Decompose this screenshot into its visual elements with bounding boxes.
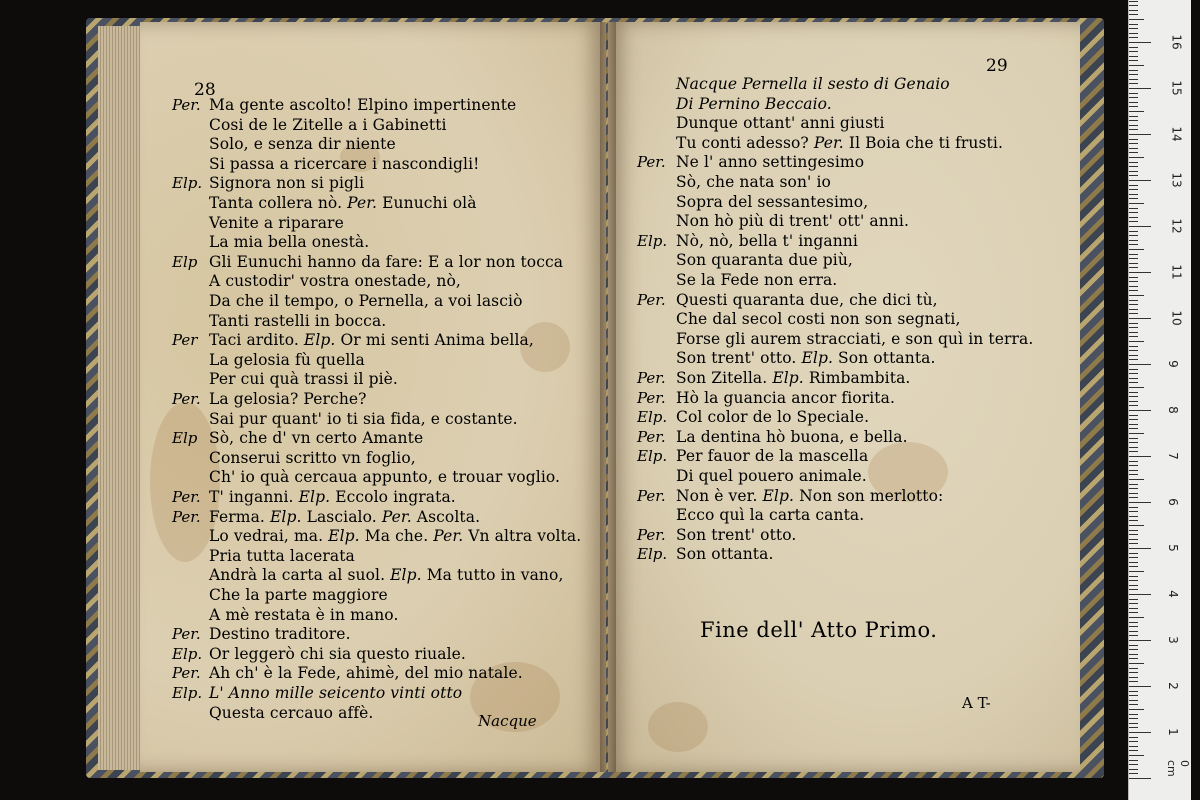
speaker-label: Elp. xyxy=(637,545,668,564)
verse-line: Solo, e senza dir niente xyxy=(209,135,396,154)
verse-line: Non hò più di trent' ott' anni. xyxy=(676,212,910,231)
ruler-number: 2 xyxy=(1165,682,1180,690)
left-page-number: 28 xyxy=(194,80,216,100)
verse-line: La gelosia fù quella xyxy=(209,350,365,369)
ruler-number: 14 xyxy=(1169,126,1184,142)
verse-line: Da che il tempo, o Pernella, a voi lasciò xyxy=(209,292,523,310)
verse-line: Nacque Pernella il sesto di Genaio xyxy=(676,75,950,93)
verse-line: La dentina hò buona, e bella. xyxy=(676,427,908,446)
verse-line: Col color de lo Speciale. xyxy=(676,408,870,427)
speaker-label: Elp. xyxy=(772,369,809,387)
end-of-act-title: Fine dell' Atto Primo. xyxy=(700,618,938,642)
verse-line: Questa cercauo affè. xyxy=(209,703,374,722)
ruler-number: 10 xyxy=(1169,310,1184,326)
verse-line: Pria tutta lacerata xyxy=(209,546,355,565)
verse-line: T' inganni. Elp. Eccolo ingrata. xyxy=(209,488,456,506)
speaker-label: Elp. xyxy=(270,507,307,526)
speaker-label: Elp xyxy=(172,429,198,448)
verse-line: La gelosia? Perche? xyxy=(209,390,367,408)
speaker-label: Elp. xyxy=(762,486,800,505)
speaker-label: Per. xyxy=(433,527,469,546)
verse-line: Per fauor de la mascella xyxy=(676,447,869,466)
speaker-label: Per. xyxy=(637,388,666,407)
ruler-number: 8 xyxy=(1165,406,1180,414)
verse-line: Si passa a ricercare i nascondigli! xyxy=(209,154,480,173)
verse-line: Di Pernino Beccaio. xyxy=(676,94,832,113)
verse-line: Tu conti adesso? Per. Il Boia che ti frusti. xyxy=(676,133,1003,152)
verse-line: Che dal secol costi non son segnati, xyxy=(676,310,961,329)
verse-line: Per cui quà trassi il piè. xyxy=(209,370,398,389)
speaker-label: Elp. xyxy=(172,174,203,193)
speaker-label: Per. xyxy=(172,664,201,683)
ruler-number: 4 xyxy=(1165,590,1180,598)
verse-line: Tanta collera nò. Per. Eunuchi olà xyxy=(209,194,477,212)
speaker-label: Elp. xyxy=(637,231,668,250)
verse-line: Nò, nò, bella t' inganni xyxy=(676,231,858,250)
speaker-label: Per. xyxy=(172,96,201,114)
speaker-label: Per. xyxy=(347,194,383,212)
verse-line: Son ottanta. xyxy=(676,545,774,564)
verse-line: Se la Fede non erra. xyxy=(676,271,838,289)
verse-line: Sò, che nata son' io xyxy=(676,173,831,191)
verse-line: Destino traditore. xyxy=(209,625,351,644)
measuring-ruler xyxy=(1128,0,1191,800)
verse-line: Andrà la carta al suol. Elp. Ma tutto in vano, xyxy=(209,566,564,585)
verse-line: Dunque ottant' anni giusti xyxy=(676,114,885,133)
verse-line: A mè restata è in mano. xyxy=(209,605,399,624)
verse-line: Son Zitella. Elp. Rimbambita. xyxy=(676,369,911,387)
verse-line: Sai pur quant' io ti sia fida, e costante. xyxy=(209,409,518,428)
verse-line: Ne l' anno settingesimo xyxy=(676,153,865,172)
verse-line: Che la parte maggiore xyxy=(209,586,388,604)
verse-line: Ecco quì la carta canta. xyxy=(676,506,865,525)
verse-line: Son trent' otto. xyxy=(676,525,797,544)
ruler-number: 13 xyxy=(1169,172,1184,188)
speaker-label: Per. xyxy=(381,507,417,526)
speaker-label: Elp. xyxy=(328,527,365,546)
verse-line: Sò, che d' vn certo Amante xyxy=(209,429,424,448)
verse-line: A custodir' vostra onestade, nò, xyxy=(209,272,461,291)
speaker-label: Elp. xyxy=(637,408,668,427)
ruler-number: 6 xyxy=(1165,498,1180,506)
verse-line: Ma gente ascolto! Elpino impertinente xyxy=(209,96,517,114)
verse-line: Son trent' otto. Elp. Son ottanta. xyxy=(676,349,936,368)
speaker-label: Per xyxy=(172,331,198,350)
verse-line: Questi quaranta due, che dici tù, xyxy=(676,290,938,309)
speaker-label: Per. xyxy=(172,488,201,506)
speaker-label: Elp. xyxy=(172,644,203,663)
speaker-label: Per. xyxy=(813,133,849,152)
ruler-number: 1 xyxy=(1165,728,1180,736)
verse-line: Tanti rastelli in bocca. xyxy=(209,311,387,330)
verse-line: Lo vedrai, ma. Elp. Ma che. Per. Vn altra volta. xyxy=(209,527,582,546)
speaker-label: Elp. xyxy=(303,331,341,350)
speaker-label: Per. xyxy=(637,369,666,387)
speaker-label: Per. xyxy=(172,507,201,526)
verse-line: Hò la guancia ancor fiorita. xyxy=(676,388,895,407)
verse-line: Non è ver. Elp. Non son merlotto: xyxy=(676,486,944,505)
verse-line: Or leggerò chi sia questo riuale. xyxy=(209,644,466,663)
verse-line: Di quel pouero animale. xyxy=(676,467,867,485)
speaker-label: Per. xyxy=(637,153,666,172)
speaker-label: Per. xyxy=(172,625,201,644)
speaker-label: Per. xyxy=(172,390,201,408)
verse-line: Son quaranta due più, xyxy=(676,251,853,270)
ruler-number: 12 xyxy=(1169,218,1184,234)
verse-line: Ah ch' è la Fede, ahimè, del mio natale. xyxy=(209,664,523,683)
right-page-number: 29 xyxy=(986,56,1008,76)
verse-line: Ch' io quà cercaua appunto, e trouar voglio. xyxy=(209,468,561,487)
ruler-unit: 0 cm xyxy=(1165,760,1191,777)
verse-line: La mia bella onestà. xyxy=(209,233,370,252)
verse-line: Cosi de le Zitelle a i Gabinetti xyxy=(209,115,447,134)
gutter xyxy=(600,22,616,772)
ruler-number: 15 xyxy=(1169,80,1184,96)
speaker-label: Elp xyxy=(172,252,198,271)
ruler-number: 3 xyxy=(1165,636,1180,644)
right-catchword: A T- xyxy=(962,694,991,712)
speaker-label: Elp. xyxy=(298,488,336,506)
speaker-label: Per. xyxy=(637,525,666,544)
ruler-number: 11 xyxy=(1169,264,1184,280)
ruler-number: 9 xyxy=(1165,360,1180,368)
speaker-label: Per. xyxy=(637,427,666,446)
verse-line: Conserui scritto vn foglio, xyxy=(209,448,416,467)
verse-line: L' Anno mille seicento vinti otto xyxy=(209,684,463,702)
ruler-number: 16 xyxy=(1169,34,1184,50)
verse-line: Ferma. Elp. Lascialo. Per. Ascolta. xyxy=(209,507,481,526)
speaker-label: Elp. xyxy=(637,447,668,466)
speaker-label: Per. xyxy=(637,290,666,309)
verse-line: Signora non si pigli xyxy=(209,174,365,193)
ruler-number: 7 xyxy=(1165,452,1180,460)
ruler-number: 5 xyxy=(1165,544,1180,552)
left-catchword: Nacque xyxy=(478,712,537,730)
verse-line: Gli Eunuchi hanno da fare: E a lor non tocca xyxy=(209,252,564,271)
speaker-label: Elp. xyxy=(390,566,427,585)
verse-line: Forse gli aurem stracciati, e son quì in terra. xyxy=(676,329,1034,348)
verse-line: Taci ardito. Elp. Or mi senti Anima bella, xyxy=(209,331,534,350)
verse-line: Sopra del sessantesimo, xyxy=(676,192,869,211)
speaker-label: Per. xyxy=(637,486,666,505)
speaker-label: Elp. xyxy=(172,684,203,702)
verse-line: Venite a riparare xyxy=(209,213,344,232)
speaker-label: Elp. xyxy=(801,349,839,368)
